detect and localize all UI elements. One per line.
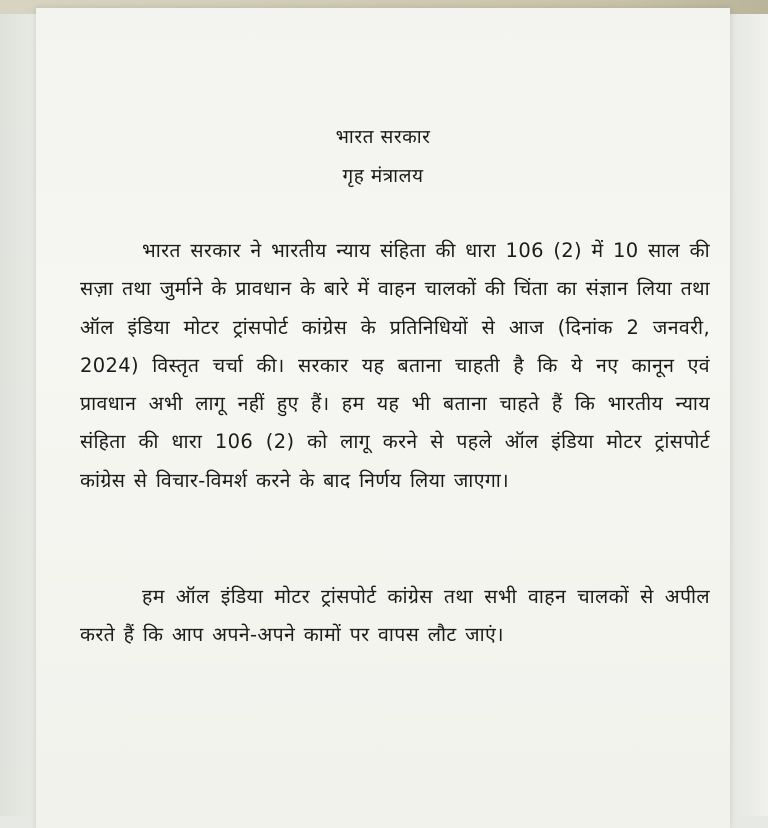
background-right-edge <box>730 0 768 816</box>
header-government: भारत सरकार <box>335 126 431 148</box>
header-ministry: गृह मंत्रालय <box>342 165 424 187</box>
background-left-edge <box>0 0 36 816</box>
body-paragraph-2: हम ऑल इंडिया मोटर ट्रांसपोर्ट कांग्रेस तथा सभी वाहन चालकों से अपील करते हैं कि आप अपने-अपने कामों पर वापस लौट जाएं। <box>80 585 710 647</box>
body-paragraph-1: भारत सरकार ने भारतीय न्याय संहिता की धारा 106 (2) में 10 साल की सज़ा तथा जुर्माने के प्रावधान के बारे में वाहन चालकों की चिंता का संज्ञान लिया तथा ऑल इंडिया मोटर ट्रांसपोर्ट कांग्रेस के प्रतिनिधियों से आज (दिनांक 2 जनवरी, 2024) विस्तृत चर्चा की। सरकार यह बताना चाहती है कि ये नए कानून एवं प्रावधान अभी लागू नहीं हुए हैं। हम यह भी बताना चाहते हैं कि भारतीय न्याय संहिता की धारा 106 (2) को लागू करने से पहले ऑल इंडिया मोटर ट्रांसपोर्ट कांग्रेस से विचार-विमर्श करने के बाद निर्णय लिया जाएगा। <box>80 239 710 492</box>
